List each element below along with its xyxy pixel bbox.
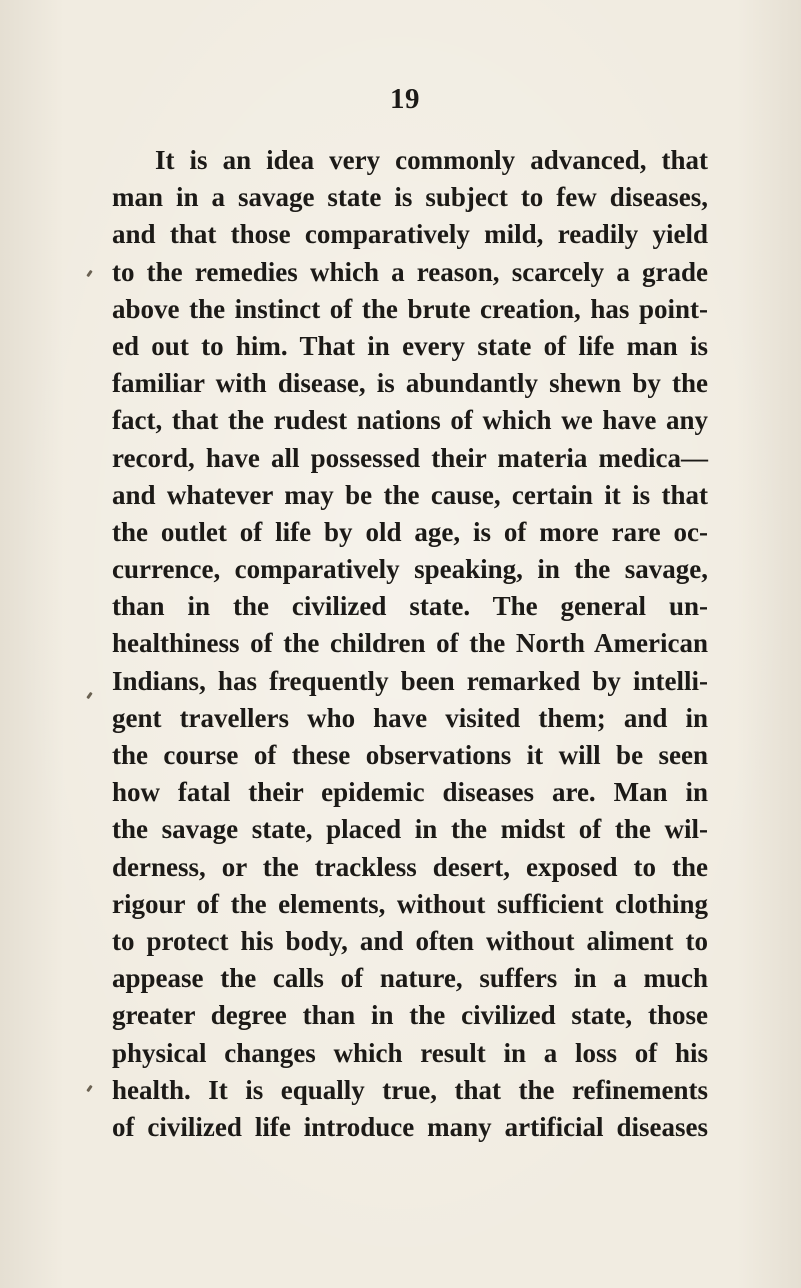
text-line: to the remedies which a reason, scarcely a grade xyxy=(112,256,708,287)
text-line: derness, or the trackless desert, exposed to the xyxy=(112,851,708,882)
text-line: of civilized life introduce many artificial diseases xyxy=(112,1111,708,1142)
text-line: rigour of the elements, without sufficient clothing xyxy=(112,888,708,919)
text-line: Indians, has frequently been remarked by intelli- xyxy=(112,665,708,696)
text-line: the savage state, placed in the midst of the wil- xyxy=(112,814,708,845)
text-line: appease the calls of nature, suffers in a much xyxy=(112,963,708,994)
text-line: above the instinct of the brute creation, has point- xyxy=(112,293,708,324)
text-line: to protect his body, and often without aliment to xyxy=(112,925,708,956)
text-line: currence, comparatively speaking, in the savage, xyxy=(112,554,708,585)
margin-speck xyxy=(86,270,92,277)
text-line: how fatal their epidemic diseases are. Man in xyxy=(112,777,708,808)
text-line: man in a savage state is subject to few diseases, xyxy=(112,182,708,213)
text-line: physical changes which result in a loss of his xyxy=(112,1037,708,1068)
text-line: the course of these observations it will be seen xyxy=(112,740,708,770)
text-line: ed out to him. That in every state of life man is xyxy=(112,330,708,361)
text-line: It is an idea very commonly advanced, that xyxy=(155,145,708,175)
text-line: and that those comparatively mild, readily yield xyxy=(112,219,708,250)
text-line: record, have all possessed their materia medica— xyxy=(112,442,708,473)
text-line: the outlet of life by old age, is of more rare oc- xyxy=(112,516,708,547)
text-line: than in the civilized state. The general un- xyxy=(112,591,708,622)
text-line: health. It is equally true, that the refinements xyxy=(112,1074,708,1105)
text-line: familiar with disease, is abundantly shewn by the xyxy=(112,368,708,399)
text-line: greater degree than in the civilized state, those xyxy=(112,1000,708,1031)
body-text xyxy=(112,142,708,1146)
text-line: gent travellers who have visited them; and in xyxy=(112,702,708,733)
margin-speck xyxy=(86,1085,92,1092)
text-line: healthiness of the children of the North American xyxy=(112,628,708,659)
margin-speck xyxy=(86,692,92,699)
text-line: fact, that the rudest nations of which we have any xyxy=(112,405,708,436)
text-line: and whatever may be the cause, certain it is that xyxy=(112,479,708,510)
page-number: 19 xyxy=(390,83,420,115)
